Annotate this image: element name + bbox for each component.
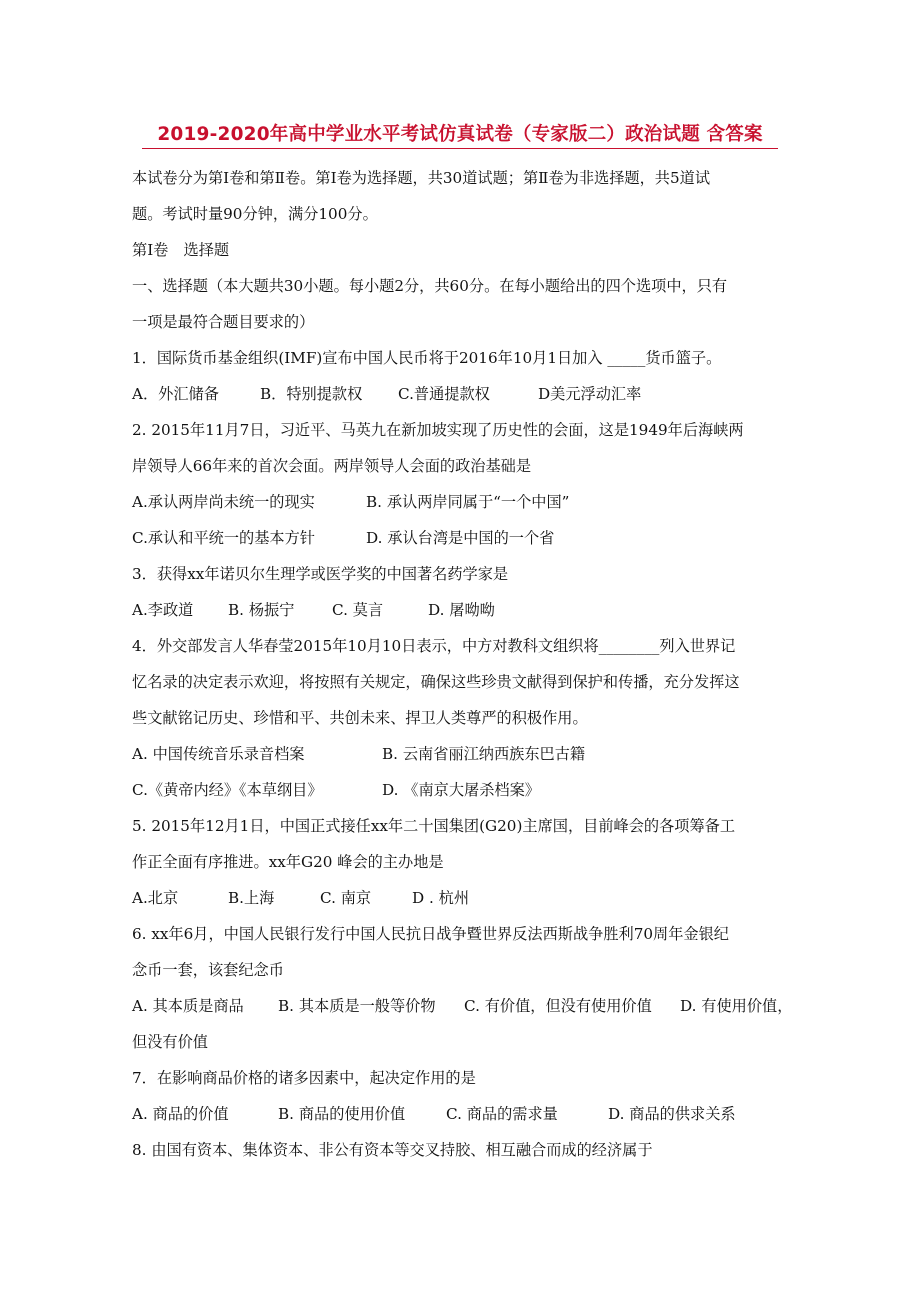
intro-line: 本试卷分为第Ⅰ卷和第Ⅱ卷。第Ⅰ卷为选择题，共30道试题；第Ⅱ卷为非选择题，共5道试 bbox=[132, 169, 711, 187]
question-4-stem: 些文献铭记历史、珍惜和平、共创未来、捍卫人类尊严的积极作用。 bbox=[132, 709, 588, 727]
option-d: D. 有使用价值， bbox=[680, 997, 793, 1015]
question-4-options bbox=[132, 772, 807, 808]
question-5-stem: 作正全面有序推进。xx年G20 峰会的主办地是 bbox=[132, 853, 444, 871]
option-a: A. 商品的价值 bbox=[132, 1105, 229, 1123]
option-d: D. 《南京大屠杀档案》 bbox=[382, 781, 540, 799]
question-1-stem: 1．国际货币基金组织(IMF)宣布中国人民币将于2016年10月1日加入 _____货币篮子。 bbox=[132, 349, 722, 367]
question-1-options bbox=[132, 376, 807, 412]
title-underline bbox=[142, 148, 778, 149]
question-4-stem: 忆名录的决定表示欢迎，将按照有关规定，确保这些珍贵文献得到保护和传播，充分发挥这 bbox=[132, 673, 740, 691]
option-b: B.上海 bbox=[228, 889, 275, 907]
option-c: C. 有价值，但没有使用价值 bbox=[464, 997, 652, 1015]
intro-line: 题。考试时量90分钟，满分100分。 bbox=[132, 205, 378, 223]
option-c: C.《黄帝内经》《本草纲目》 bbox=[132, 781, 323, 799]
question-6-options bbox=[132, 988, 807, 1024]
part-heading: 一项是最符合题目要求的） bbox=[132, 313, 315, 331]
option-c: C. 南京 bbox=[320, 889, 372, 907]
exam-content bbox=[132, 160, 807, 1168]
question-4-options bbox=[132, 736, 807, 772]
question-2-stem: 2. 2015年11月7日，习近平、马英九在新加坡实现了历史性的会面，这是1949年后海峡两 bbox=[132, 421, 744, 439]
option-d: D美元浮动汇率 bbox=[538, 385, 642, 403]
question-7-stem: 7．在影响商品价格的诸多因素中，起决定作用的是 bbox=[132, 1069, 476, 1087]
question-6-stem: 念币一套，该套纪念币 bbox=[132, 961, 284, 979]
question-5-stem: 5. 2015年12月1日，中国正式接任xx年二十国集团(G20)主席国，目前峰会的各项筹备工 bbox=[132, 817, 736, 835]
option-b: B．特别提款权 bbox=[260, 385, 363, 403]
section-title: 第Ⅰ卷 选择题 bbox=[132, 241, 230, 259]
option-d: D. 商品的供求关系 bbox=[608, 1105, 736, 1123]
question-5-options bbox=[132, 880, 807, 916]
question-3-options bbox=[132, 592, 807, 628]
option-b: B. 承认两岸同属于“一个中国” bbox=[366, 493, 570, 511]
part-heading: 一、选择题（本大题共30小题。每小题2分，共60分。在每小题给出的四个选项中，只有 bbox=[132, 277, 728, 295]
question-2-stem: 岸领导人66年来的首次会面。两岸领导人会面的政治基础是 bbox=[132, 457, 532, 475]
option-a: A. 其本质是商品 bbox=[132, 997, 244, 1015]
option-a: A.承认两岸尚未统一的现实 bbox=[132, 493, 315, 511]
option-d: D. 屠呦呦 bbox=[428, 601, 495, 619]
option-c: C.普通提款权 bbox=[398, 385, 490, 403]
question-8-stem: 8. 由国有资本、集体资本、非公有资本等交叉持胶、相互融合而成的经济属于 bbox=[132, 1141, 653, 1159]
page-title: 2019-2020年高中学业水平考试仿真试卷（专家版二）政治试题 含答案 bbox=[157, 124, 763, 145]
option-b: B. 商品的使用价值 bbox=[278, 1105, 406, 1123]
option-c: C.承认和平统一的基本方针 bbox=[132, 529, 315, 547]
option-b: B. 云南省丽江纳西族东巴古籍 bbox=[382, 745, 586, 763]
option-d: D . 杭州 bbox=[412, 889, 470, 907]
option-c: C. 莫言 bbox=[332, 601, 384, 619]
option-a: A.李政道 bbox=[132, 601, 194, 619]
question-4-stem: 4．外交部发言人华春莹2015年10月10日表示，中方对教科文组织将________列入世界记 bbox=[132, 637, 736, 655]
option-d: D. 承认台湾是中国的一个省 bbox=[366, 529, 555, 547]
question-2-options bbox=[132, 520, 807, 556]
option-a: A.北京 bbox=[132, 889, 179, 907]
option-b: B. 其本质是一般等价物 bbox=[278, 997, 436, 1015]
question-6-option-continuation: 但没有价值 bbox=[132, 1033, 208, 1051]
option-b: B. 杨振宁 bbox=[228, 601, 295, 619]
option-c: C. 商品的需求量 bbox=[446, 1105, 558, 1123]
question-7-options bbox=[132, 1096, 807, 1132]
question-6-stem: 6. xx年6月，中国人民银行发行中国人民抗日战争暨世界反法西斯战争胜利70周年金银纪 bbox=[132, 925, 729, 943]
question-2-options bbox=[132, 484, 807, 520]
option-a: A. 中国传统音乐录音档案 bbox=[132, 745, 305, 763]
question-3-stem: 3．获得xx年诺贝尔生理学或医学奖的中国著名药学家是 bbox=[132, 565, 509, 583]
option-a: A．外汇储备 bbox=[132, 385, 219, 403]
